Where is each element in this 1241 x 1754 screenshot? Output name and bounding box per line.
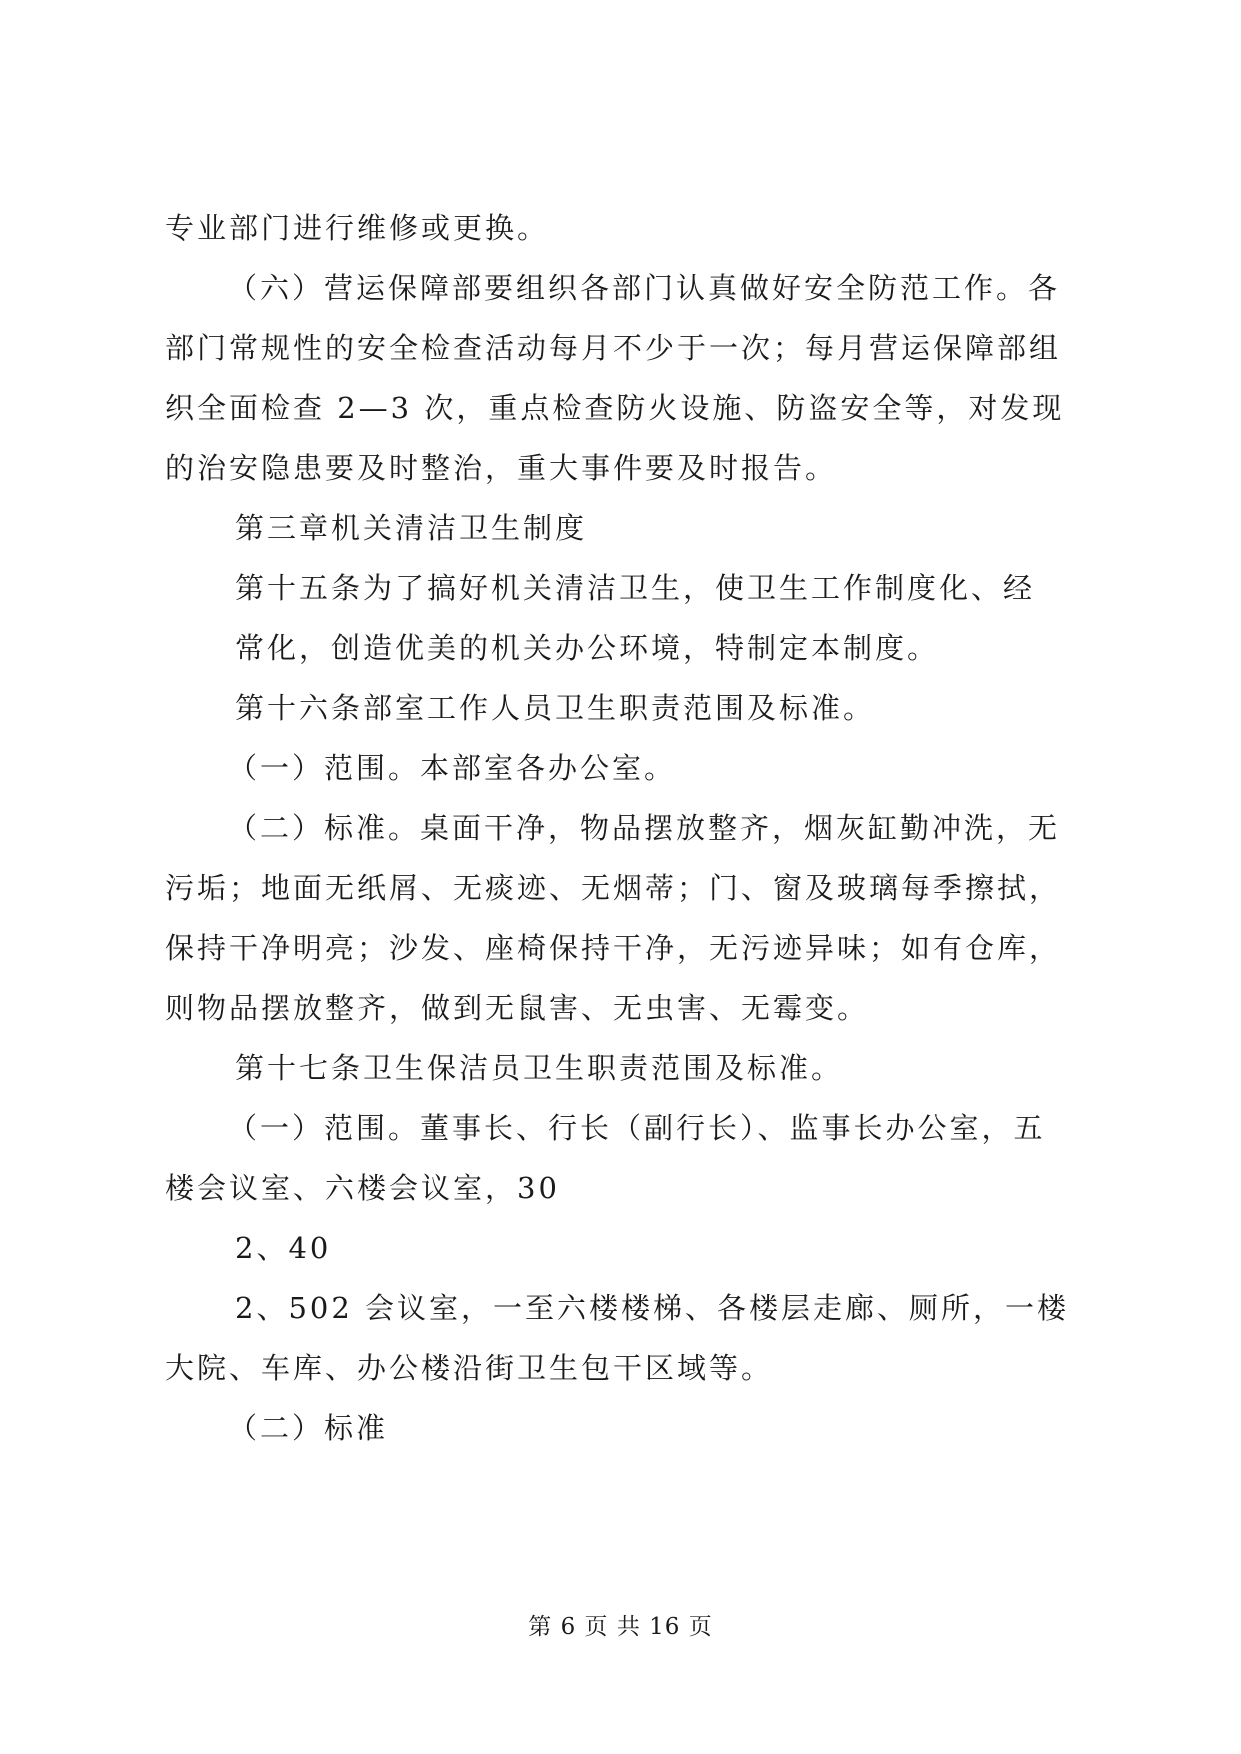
text-line: 第十七条卫生保洁员卫生职责范围及标准。	[235, 1051, 844, 1085]
text-line: 部门常规性的安全检查活动每月不少于一次；每月营运保障部组	[165, 331, 1062, 365]
text-line: 楼会议室、六楼会议室，30	[165, 1171, 560, 1205]
text-line: 则物品摆放整齐，做到无鼠害、无虫害、无霉变。	[165, 991, 870, 1025]
page-number-footer: 第 6 页 共 16 页	[528, 1614, 713, 1640]
text-line: 保持干净明亮；沙发、座椅保持干净，无污迹异味；如有仓库，	[165, 931, 1062, 965]
text-line: 2、40	[235, 1231, 332, 1265]
text-line: 常化，创造优美的机关办公环境，特制定本制度。	[235, 631, 940, 665]
text-line: 大院、车库、办公楼沿街卫生包干区域等。	[165, 1351, 774, 1385]
text-line: 2、502 会议室，一至六楼楼梯、各楼层走廊、厕所，一楼	[235, 1291, 1070, 1325]
chapter-heading: 第三章机关清洁卫生制度	[235, 511, 588, 545]
text-line: 的治安隐患要及时整治，重大事件要及时报告。	[165, 451, 838, 485]
text-line: （一）范围。本部室各办公室。	[228, 751, 677, 785]
text-line: 第十六条部室工作人员卫生职责范围及标准。	[235, 691, 876, 725]
text-line: 污垢；地面无纸屑、无痰迹、无烟蒂；门、窗及玻璃每季擦拭，	[165, 871, 1062, 905]
text-line: （二）标准。桌面干净，物品摆放整齐，烟灰缸勤冲洗，无	[228, 811, 1061, 845]
text-line: 专业部门进行维修或更换。	[165, 211, 550, 245]
text-line: （二）标准	[228, 1411, 389, 1445]
text-line: 织全面检查 2—3 次，重点检查防火设施、防盗安全等，对发现	[165, 391, 1065, 425]
text-line: （六）营运保障部要组织各部门认真做好安全防范工作。各	[228, 271, 1061, 305]
text-line: 第十五条为了搞好机关清洁卫生，使卫生工作制度化、经	[235, 571, 1036, 605]
text-line: （一）范围。董事长、行长（副行长）、监事长办公室，五	[228, 1111, 1046, 1145]
